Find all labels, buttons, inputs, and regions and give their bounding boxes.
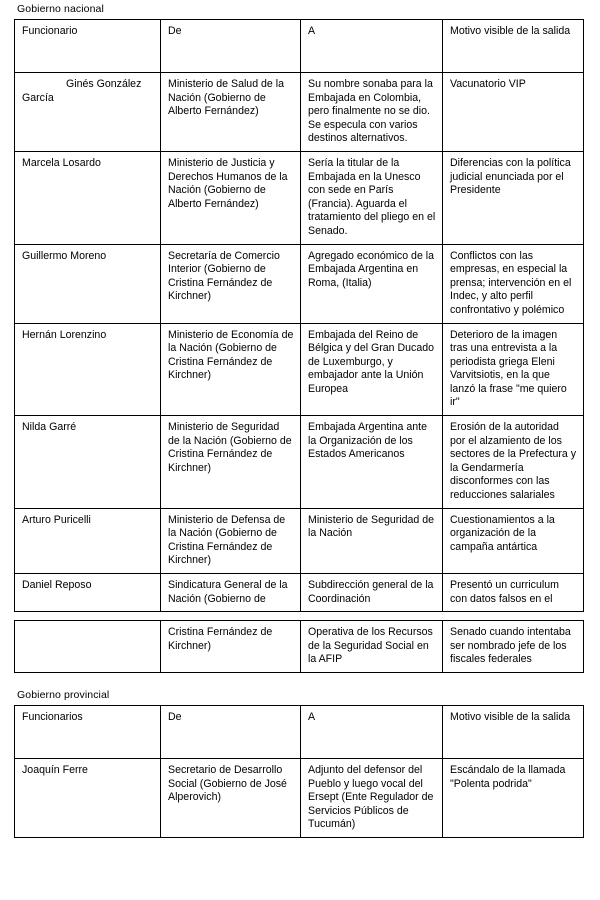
section-spacer — [14, 673, 586, 686]
column-header-a: A — [301, 20, 443, 73]
cell-de: Sindicatura General de la Nación (Gobierno de — [161, 574, 301, 612]
table-gobierno-nacional — [14, 19, 584, 612]
table-gobierno-provincial — [14, 705, 584, 838]
cell-motivo: Senado cuando intentaba ser nombrado jefe de los fiscales federales — [443, 621, 584, 673]
cell-de: Secretario de Desarrollo Social (Gobierno de José Alperovich) — [161, 758, 301, 837]
cell-motivo: Cuestionamientos a la organización de la campaña antártica — [443, 508, 584, 573]
cell-funcionario: Daniel Reposo — [15, 574, 161, 612]
cell-de: Ministerio de Economía de la Nación (Gobierno de Cristina Fernández de Kirchner) — [161, 323, 301, 416]
cell-motivo: Diferencias con la política judicial enunciada por el Presidente — [443, 151, 584, 244]
table-gobierno-nacional-continuation — [14, 620, 584, 673]
table-row — [15, 508, 584, 573]
cell-motivo: Conflictos con las empresas, en especial la prensa; intervención en el Indec, y alto perfil confrontativo y polémico — [443, 244, 584, 323]
section-heading-gobierno-nacional: Gobierno nacional — [17, 3, 104, 15]
page-break-gap — [14, 612, 586, 620]
table-row — [15, 323, 584, 416]
column-header-motivo: Motivo visible de la salida — [443, 705, 584, 758]
cell-funcionario: Ginés González García — [15, 73, 161, 152]
column-header-a: A — [301, 705, 443, 758]
column-header-funcionarios: Funcionarios — [15, 705, 161, 758]
cell-funcionario: Hernán Lorenzino — [15, 323, 161, 416]
column-header-de: De — [161, 705, 301, 758]
table-row — [15, 574, 584, 612]
table-row — [15, 758, 584, 837]
cell-a: Operativa de los Recursos de la Seguridad Social en la AFIP — [301, 621, 443, 673]
cell-funcionario — [15, 621, 161, 673]
table-row — [15, 621, 584, 673]
cell-a: Su nombre sonaba para la Embajada en Colombia, pero finalmente no se dio. Se especula con varios destinos alternativos. — [301, 73, 443, 152]
cell-a: Sería la titular de la Embajada en la Unesco con sede en París (Francia). Aguarda el tratamiento del pliego en el Senado. — [301, 151, 443, 244]
cell-a: Adjunto del defensor del Pueblo y luego vocal del Ersept (Ente Regulador de Servicios Públicos de Tucumán) — [301, 758, 443, 837]
cell-de: Ministerio de Justicia y Derechos Humanos de la Nación (Gobierno de Alberto Fernández) — [161, 151, 301, 244]
cell-de: Ministerio de Salud de la Nación (Gobierno de Alberto Fernández) — [161, 73, 301, 152]
cell-de: Ministerio de Defensa de la Nación (Gobierno de Cristina Fernández de Kirchner) — [161, 508, 301, 573]
cell-funcionario: Guillermo Moreno — [15, 244, 161, 323]
cell-funcionario: Arturo Puricelli — [15, 508, 161, 573]
table-row — [15, 244, 584, 323]
cell-a: Ministerio de Seguridad de la Nación — [301, 508, 443, 573]
cell-motivo: Escándalo de la llamada "Polenta podrida" — [443, 758, 584, 837]
cell-a: Subdirección general de la Coordinación — [301, 574, 443, 612]
table-header-row — [15, 705, 584, 758]
cell-motivo: Deterioro de la imagen tras una entrevista a la periodista griega Eleni Varvitsiotis, en la que lanzó la frase "me quiero ir" — [443, 323, 584, 416]
table-header-row — [15, 20, 584, 73]
cell-de: Ministerio de Seguridad de la Nación (Gobierno de Cristina Fernández de Kirchner) — [161, 416, 301, 509]
table-row — [15, 151, 584, 244]
cell-motivo: Erosión de la autoridad por el alzamiento de los sectores de la Prefectura y la Gendarmería disconformes con las reducciones salariales — [443, 416, 584, 509]
column-header-motivo: Motivo visible de la salida — [443, 20, 584, 73]
cell-funcionario: Joaquín Ferre — [15, 758, 161, 837]
cell-funcionario: Nilda Garré — [15, 416, 161, 509]
column-header-de: De — [161, 20, 301, 73]
cell-a: Embajada Argentina ante la Organización de los Estados Americanos — [301, 416, 443, 509]
cell-funcionario: Marcela Losardo — [15, 151, 161, 244]
table-row — [15, 416, 584, 509]
column-header-funcionario: Funcionario — [15, 20, 161, 73]
cell-a: Embajada del Reino de Bélgica y del Gran Ducado de Luxemburgo, y embajador ante la Unión Europea — [301, 323, 443, 416]
cell-motivo: Presentó un curriculum con datos falsos en el — [443, 574, 584, 612]
cell-de: Cristina Fernández de Kirchner) — [161, 621, 301, 673]
cell-de: Secretaría de Comercio Interior (Gobierno de Cristina Fernández de Kirchner) — [161, 244, 301, 323]
cell-a: Agregado económico de la Embajada Argentina en Roma, (Italia) — [301, 244, 443, 323]
table-row — [15, 73, 584, 152]
cell-motivo: Vacunatorio VIP — [443, 73, 584, 152]
section-heading-gobierno-provincial: Gobierno provincial — [17, 688, 110, 701]
